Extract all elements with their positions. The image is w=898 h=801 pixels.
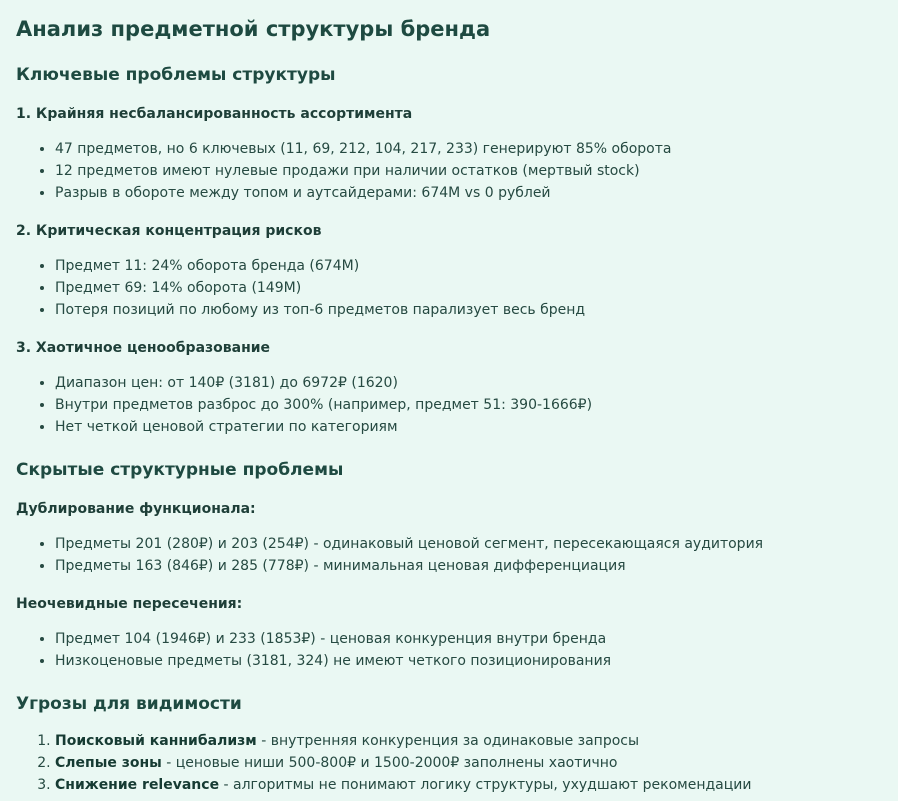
- bullet-list-pricing: [16, 372, 882, 438]
- list-item: • Предмет 11: 24% оборота бренда (674M): [55, 255, 882, 277]
- list-item: • Предмет 69: 14% оборота (149M): [55, 277, 882, 299]
- bullet-list-imbalance: [16, 138, 882, 204]
- threat-description: - алгоритмы не понимают логику структуры, ухудшают рекомендации: [219, 777, 752, 793]
- list-item: • Диапазон цен: от 140₽ (3181) до 6972₽ (1620): [55, 372, 882, 394]
- page-title: Анализ предметной структуры бренда: [16, 17, 491, 41]
- list-item: [55, 774, 882, 796]
- list-item: [55, 730, 882, 752]
- list-item: • Разрыв в обороте между топом и аутсайдерами: 674M vs 0 рублей: [55, 182, 882, 204]
- list-item: • Внутри предметов разброс до 300% (например, предмет 51: 390-1666₽): [55, 394, 882, 416]
- section-heading-visibility-threats: Угрозы для видимости: [16, 694, 242, 714]
- subheading-pricing: 3. Хаотичное ценообразование: [16, 340, 271, 356]
- bullet-list-duplication: [16, 533, 882, 577]
- list-item: • Потеря позиций по любому из топ-6 предметов парализует весь бренд: [55, 299, 882, 321]
- subheading-overlaps: Неочевидные пересечения:: [16, 596, 243, 612]
- threat-term: Слепые зоны: [55, 755, 162, 771]
- list-item: • 47 предметов, но 6 ключевых (11, 69, 212, 104, 217, 233) генерируют 85% оборота: [55, 138, 882, 160]
- section-heading-key-problems: Ключевые проблемы структуры: [16, 65, 336, 85]
- threat-term: Поисковый каннибализм: [55, 733, 257, 749]
- list-item: • Предметы 163 (846₽) и 285 (778₽) - минимальная ценовая дифференциация: [55, 555, 882, 577]
- list-item: • Низкоценовые предметы (3181, 324) не имеют четкого позиционирования: [55, 650, 882, 672]
- bullet-list-risk: [16, 255, 882, 321]
- list-item: • 12 предметов имеют нулевые продажи при наличии остатков (мертвый stock): [55, 160, 882, 182]
- section-heading-hidden-problems: Скрытые структурные проблемы: [16, 460, 344, 480]
- subheading-risk-concentration: 2. Критическая концентрация рисков: [16, 223, 322, 239]
- numbered-list-threats: [16, 730, 882, 796]
- subheading-imbalance: 1. Крайняя несбалансированность ассортимента: [16, 106, 413, 122]
- threat-term: Снижение relevance: [55, 777, 220, 793]
- list-item: [55, 752, 882, 774]
- bullet-list-overlaps: [16, 628, 882, 672]
- threat-description: - внутренняя конкуренция за одинаковые запросы: [256, 733, 640, 749]
- list-item: • Предметы 201 (280₽) и 203 (254₽) - одинаковый ценовой сегмент, пересекающаяся аудитория: [55, 533, 882, 555]
- threat-description: - ценовые ниши 500-800₽ и 1500-2000₽ заполнены хаотично: [161, 755, 618, 771]
- list-item: • Предмет 104 (1946₽) и 233 (1853₽) - ценовая конкуренция внутри бренда: [55, 628, 882, 650]
- subheading-duplication: Дублирование функционала:: [16, 501, 256, 517]
- list-item: • Нет четкой ценовой стратегии по категориям: [55, 416, 882, 438]
